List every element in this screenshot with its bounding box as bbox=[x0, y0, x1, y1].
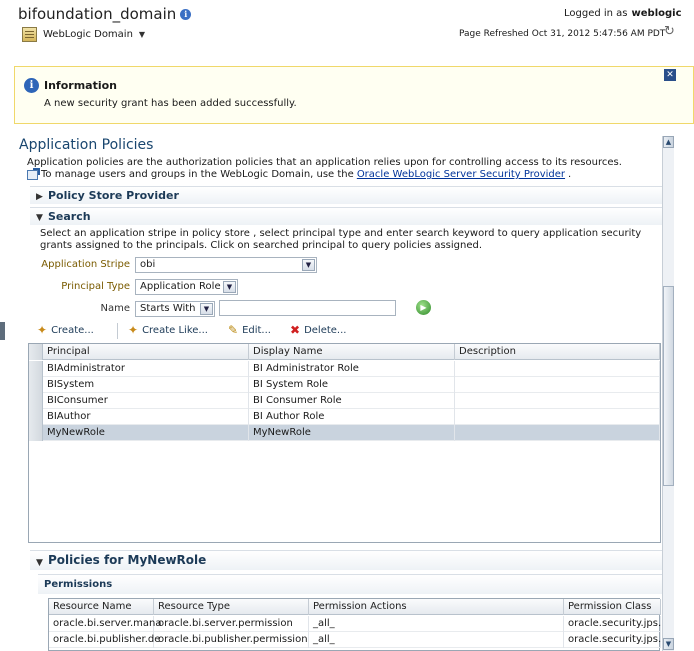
row-handle[interactable] bbox=[29, 377, 43, 393]
row-handle[interactable] bbox=[29, 425, 43, 441]
resource-type-cell: oracle.bi.publisher.permission bbox=[154, 632, 309, 648]
principal-cell: BIAdministrator bbox=[43, 361, 249, 377]
principal-cell: BIConsumer bbox=[43, 393, 249, 409]
vertical-scrollbar[interactable] bbox=[662, 136, 674, 651]
application-stripe-label: Application Stripe bbox=[41, 259, 130, 270]
information-message-box bbox=[14, 66, 694, 124]
information-message: A new security grant has been added successfully. bbox=[44, 98, 297, 109]
column-header-permission-actions[interactable]: Permission Actions bbox=[309, 599, 564, 615]
search-header[interactable]: ▼ Search bbox=[30, 207, 662, 225]
go-arrow-icon[interactable]: ▶ bbox=[416, 300, 431, 315]
principal-cell: BISystem bbox=[43, 377, 249, 393]
create-like-button[interactable]: ✦ Create Like... bbox=[128, 323, 208, 337]
column-header-resource-type[interactable]: Resource Type bbox=[154, 599, 309, 615]
policy-store-provider-header[interactable]: ▶ Policy Store Provider bbox=[30, 186, 662, 204]
description-cell bbox=[455, 425, 660, 441]
application-policies-heading: Application Policies bbox=[19, 137, 154, 153]
refresh-icon[interactable]: ↻ bbox=[664, 24, 675, 39]
page-title: bifoundation_domain i bbox=[18, 5, 191, 23]
table-row[interactable] bbox=[49, 632, 661, 648]
policies-section bbox=[30, 550, 662, 570]
toolbar-separator bbox=[117, 323, 118, 339]
principal-cell: BIAuthor bbox=[43, 409, 249, 425]
column-header-permission-class[interactable]: Permission Class bbox=[564, 599, 661, 615]
permissions-subheader: Permissions bbox=[38, 574, 662, 594]
table-row[interactable] bbox=[29, 377, 660, 393]
name-label: Name bbox=[100, 303, 130, 314]
scroll-down-arrow-icon[interactable]: ▼ bbox=[663, 638, 674, 650]
row-handle[interactable] bbox=[29, 361, 43, 377]
row-header-handle bbox=[29, 344, 43, 360]
external-link-icon bbox=[27, 170, 38, 180]
column-header-principal[interactable]: Principal bbox=[43, 344, 249, 360]
table-header-row bbox=[49, 599, 661, 615]
weblogic-domain-menu[interactable] bbox=[22, 27, 145, 42]
information-icon: i bbox=[24, 78, 39, 93]
delete-button[interactable]: ✖ Delete... bbox=[290, 323, 347, 337]
close-icon[interactable]: ✕ bbox=[664, 69, 676, 81]
name-search-input[interactable] bbox=[219, 300, 396, 316]
resource-type-cell: oracle.bi.server.permission bbox=[154, 616, 309, 632]
description-cell bbox=[455, 361, 660, 377]
create-icon: ✦ bbox=[37, 323, 48, 337]
permission-actions-cell: _all_ bbox=[309, 616, 564, 632]
display-name-cell: BI Author Role bbox=[249, 409, 455, 425]
chevron-right-icon: ▶ bbox=[36, 192, 43, 202]
chevron-down-icon: ▼ bbox=[138, 30, 146, 39]
security-provider-link[interactable]: Oracle WebLogic Server Security Provider bbox=[356, 169, 566, 180]
permissions-table bbox=[48, 598, 660, 651]
weblogic-domain-label: WebLogic Domain bbox=[43, 29, 133, 40]
scrollbar-thumb[interactable] bbox=[663, 286, 674, 486]
create-like-icon: ✦ bbox=[128, 323, 139, 337]
policies-header[interactable]: ▼ Policies for MyNewRole bbox=[30, 550, 662, 570]
table-row[interactable] bbox=[49, 616, 661, 632]
permission-class-cell: oracle.security.jps. bbox=[564, 632, 661, 648]
column-header-description[interactable]: Description bbox=[455, 344, 660, 360]
pencil-icon: ✎ bbox=[228, 323, 239, 337]
description-cell bbox=[455, 393, 660, 409]
display-name-cell: MyNewRole bbox=[249, 425, 455, 441]
chevron-down-icon: ▼ bbox=[302, 259, 315, 271]
page-refreshed-timestamp: Page Refreshed Oct 31, 2012 5:47:56 AM PDT bbox=[459, 29, 666, 39]
permission-actions-cell: _all_ bbox=[309, 632, 564, 648]
application-policies-description: Application policies are the authorization policies that an application relies upon for controlling access to its resources. bbox=[27, 157, 622, 168]
weblogic-domain-icon bbox=[22, 27, 37, 42]
manage-users-hint: To manage users and groups in the WebLogic Domain, use the Oracle WebLogic Server Security Provider . bbox=[27, 169, 571, 180]
principals-table bbox=[28, 343, 661, 543]
splitter-handle[interactable] bbox=[0, 322, 5, 340]
row-handle[interactable] bbox=[29, 393, 43, 409]
chevron-down-icon: ▼ bbox=[200, 303, 213, 315]
display-name-cell: BI Administrator Role bbox=[249, 361, 455, 377]
search-description: Select an application stripe in policy store , select principal type and enter search keyword to query application security grants assigned to the principals. Click on searched principal to query policies assigned. bbox=[40, 228, 642, 251]
principal-cell: MyNewRole bbox=[43, 425, 249, 441]
principal-type-select[interactable]: Application Role ▼ bbox=[135, 279, 238, 295]
chevron-down-icon: ▼ bbox=[223, 281, 236, 293]
delete-x-icon: ✖ bbox=[290, 323, 301, 337]
column-header-resource-name[interactable]: Resource Name bbox=[49, 599, 154, 615]
table-row[interactable] bbox=[29, 409, 660, 425]
display-name-cell: BI System Role bbox=[249, 377, 455, 393]
table-row[interactable] bbox=[29, 393, 660, 409]
row-handle[interactable] bbox=[29, 409, 43, 425]
column-header-display-name[interactable]: Display Name bbox=[249, 344, 455, 360]
table-row[interactable] bbox=[29, 361, 660, 377]
description-cell bbox=[455, 377, 660, 393]
principal-type-label: Principal Type bbox=[61, 281, 130, 292]
scroll-up-arrow-icon[interactable]: ▲ bbox=[663, 136, 674, 148]
logged-in-status: Logged in as weblogic bbox=[564, 8, 682, 19]
chevron-down-icon: ▼ bbox=[36, 213, 43, 223]
information-title: i Information bbox=[24, 78, 117, 93]
policy-store-provider-section bbox=[30, 186, 662, 204]
info-icon[interactable]: i bbox=[180, 9, 191, 20]
chevron-down-icon: ▼ bbox=[36, 558, 43, 568]
description-cell bbox=[455, 409, 660, 425]
display-name-cell: BI Consumer Role bbox=[249, 393, 455, 409]
search-section bbox=[30, 207, 662, 225]
resource-name-cell: oracle.bi.server.mana bbox=[49, 616, 154, 632]
logged-in-user[interactable]: weblogic bbox=[631, 8, 682, 19]
table-row-selected[interactable] bbox=[29, 425, 660, 441]
resource-name-cell: oracle.bi.publisher.de bbox=[49, 632, 154, 648]
permission-class-cell: oracle.security.jps. bbox=[564, 616, 661, 632]
edit-button[interactable]: ✎ Edit... bbox=[228, 323, 271, 337]
table-header-row bbox=[29, 344, 660, 360]
application-stripe-select[interactable]: obi ▼ bbox=[135, 257, 317, 273]
name-operator-select[interactable]: Starts With ▼ bbox=[135, 301, 215, 317]
create-button[interactable]: ✦ Create... bbox=[37, 323, 94, 337]
